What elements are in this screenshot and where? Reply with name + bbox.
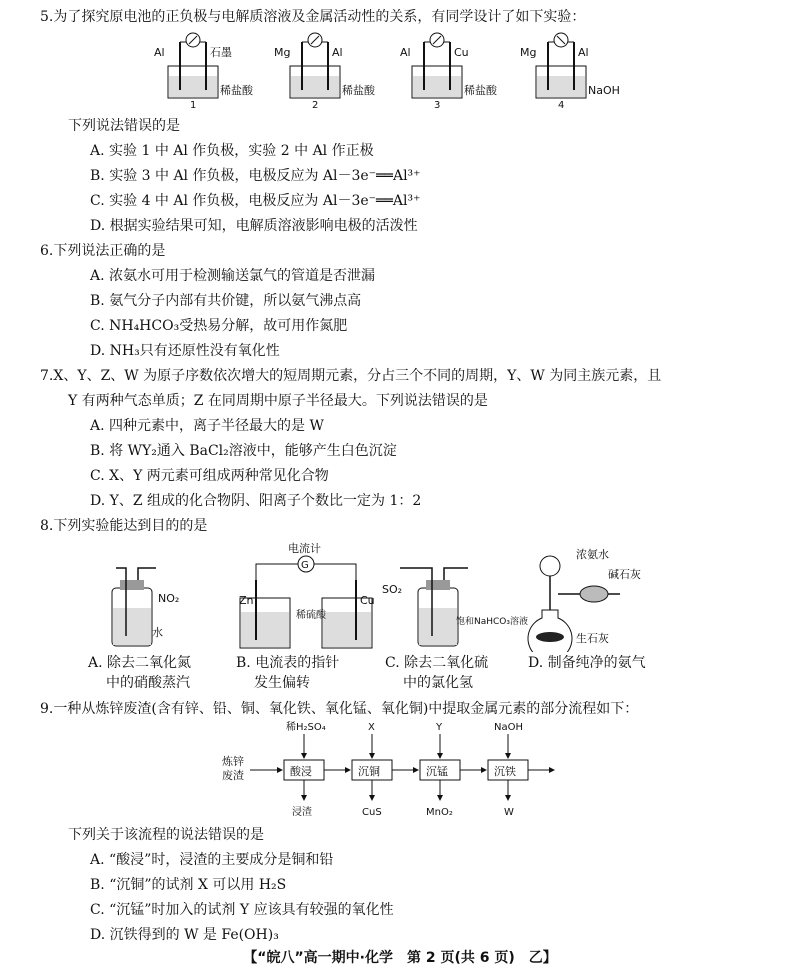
q6-option-b: B. 氨气分子内部有共价键，所以氨气沸点高 [90, 293, 362, 309]
q5-f4-left: Mg [520, 46, 537, 59]
q6-option-a: A. 浓氨水可用于检测输送氯气的管道是否泄漏 [90, 268, 376, 284]
q8-apparatus-a [112, 568, 179, 646]
q9-flowchart [220, 720, 560, 820]
q8-c-liquid: 饱和NaHCO₃溶液 [456, 617, 528, 627]
q5-f2-sol: 稀盐酸 [342, 84, 375, 97]
q8-apparatus-figure [80, 540, 680, 652]
q9-start-2: 废渣 [222, 769, 244, 782]
q5-f1-num: 1 [190, 100, 197, 110]
q9-option-a: A. “酸浸”时，浸渣的主要成分是铜和铅 [90, 852, 334, 868]
q5-stem: 5.为了探究原电池的正负极与电解质溶液及金属活动性的关系，有同学设计了如下实验： [40, 9, 586, 25]
q9-output-4: W [504, 807, 514, 818]
q5-option-a: A. 实验 1 中 Al 作负极，实验 2 中 Al 作正极 [90, 143, 374, 159]
q9-prompt: 下列关于该流程的说法错误的是 [68, 827, 264, 843]
q5-f2-num: 2 [312, 100, 319, 110]
q9-option-c: C. “沉锰”时加入的试剂 Y 应该具有较强的氧化性 [90, 902, 394, 918]
q9-input-4: NaOH [494, 722, 523, 733]
q5-option-d: D. 根据实验结果可知，电解质溶液影响电极的活泼性 [90, 218, 418, 234]
q8-b-cu: Cu [360, 594, 375, 607]
q9-stem: 9.一种从炼锌废渣(含有锌、铅、铜、氧化铁、氧化锰、氧化铜)中提取金属元素的部分流程如下： [40, 701, 639, 717]
q9-input-3: Y [436, 722, 443, 733]
q8-caption-c: C. 除去二氧化硫 中的氯化氢 [385, 655, 489, 691]
q7-option-b: B. 将 WY₂通入 BaCl₂溶液中，能够产生白色沉淀 [90, 443, 397, 459]
q5-f3-right: Cu [454, 46, 469, 59]
q8-caption-d: D. 制备纯净的氨气 [528, 655, 646, 671]
q8-apparatus-d [528, 547, 641, 652]
q9-output-3: MnO₂ [426, 807, 453, 818]
q5-f1-sol: 稀盐酸 [220, 84, 253, 97]
q5-f4-sol: NaOH [588, 84, 620, 97]
q8-apparatus-b [239, 541, 375, 648]
page-footer: 【“皖八”高一期中·化学 第 2 页(共 6 页) 乙】 [243, 950, 557, 966]
q7-stem-line2: Y 有两种气态单质；Z 在同周期中原子半径最大。下列说法错误的是 [68, 393, 488, 409]
q5-option-b: B. 实验 3 中 Al 作负极，电极反应为 Al－3e⁻══Al³⁺ [90, 168, 421, 184]
q9-input-2: X [368, 722, 375, 733]
q8-b-g: G [301, 560, 309, 571]
q8-b-meter: 电流计 [288, 542, 321, 555]
q9-step-1: 酸浸 [290, 765, 312, 778]
q5-prompt: 下列说法错误的是 [68, 118, 180, 134]
q5-f2-right: Al [332, 46, 343, 59]
q5-cell-2 [274, 33, 376, 110]
q5-cell-4 [520, 33, 620, 110]
q9-output-2: CuS [362, 807, 382, 818]
q9-step-2: 沉铜 [358, 765, 380, 778]
q5-f4-right: Al [578, 46, 589, 59]
q9-output-1: 浸渣 [292, 807, 312, 818]
q8-a-gas: NO₂ [158, 592, 180, 605]
q8-a-liquid: 水 [152, 626, 163, 639]
q7-option-d: D. Y、Z 组成的化合物阴、阳离子个数比一定为 1：2 [90, 493, 422, 509]
q8-b-zn: Zn [239, 594, 254, 607]
q8-d-dry: 碱石灰 [608, 568, 641, 581]
q5-f3-num: 3 [434, 100, 441, 110]
q8-b-acid: 稀硫酸 [296, 610, 326, 621]
q6-option-d: D. NH₃只有还原性没有氧化性 [90, 343, 280, 359]
q5-option-c: C. 实验 4 中 Al 作负极，电极反应为 Al－3e⁻══Al³⁺ [90, 193, 421, 209]
q5-f1-right: 石墨 [210, 46, 232, 59]
q5-f3-left: Al [400, 46, 411, 59]
q8-d-top: 浓氨水 [576, 548, 609, 561]
q5-f2-left: Mg [274, 46, 291, 59]
q5-f1-left: Al [154, 46, 165, 59]
q5-cell-1 [154, 33, 254, 110]
q8-d-solid: 生石灰 [576, 632, 609, 645]
q6-stem: 6.下列说法正确的是 [40, 243, 166, 259]
q8-apparatus-c [382, 568, 528, 646]
q8-caption-b: B. 电流表的指针 发生偏转 [236, 655, 340, 691]
q9-step-3: 沉锰 [426, 765, 448, 778]
q5-f4-num: 4 [558, 100, 565, 110]
q7-stem-line1: 7.X、Y、Z、W 为原子序数依次增大的短周期元素，分占三个不同的周期，Y、W 为同主族元素，且 [40, 368, 662, 384]
q5-f3-sol: 稀盐酸 [464, 84, 497, 97]
q5-cell-3 [400, 33, 498, 110]
q9-option-b: B. “沉铜”的试剂 X 可以用 H₂S [90, 877, 287, 893]
q8-c-gas: SO₂ [382, 583, 403, 596]
q9-step-4: 沉铁 [494, 765, 516, 778]
q9-input-1: 稀H₂SO₄ [286, 722, 326, 733]
q8-stem: 8.下列实验能达到目的的是 [40, 518, 208, 534]
q6-option-c: C. NH₄HCO₃受热易分解，故可用作氮肥 [90, 318, 348, 334]
q7-option-a: A. 四种元素中，离子半径最大的是 W [90, 418, 324, 434]
q7-option-c: C. X、Y 两元素可组成两种常见化合物 [90, 468, 329, 484]
q9-start-1: 炼锌 [222, 755, 244, 768]
q8-caption-a: A. 除去二氧化氮 中的硝酸蒸汽 [88, 655, 192, 691]
q5-cells-figure [150, 28, 630, 110]
q9-option-d: D. 沉铁得到的 W 是 Fe(OH)₃ [90, 927, 279, 943]
